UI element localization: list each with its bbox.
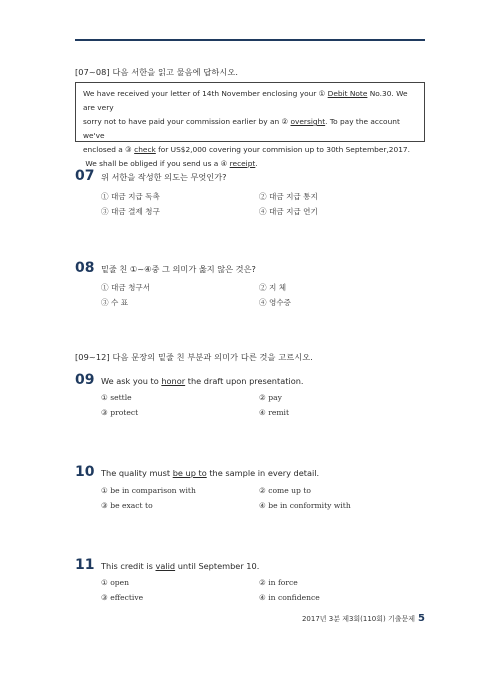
q10-option-2: ② come up to — [259, 486, 311, 495]
q09-option-2: ② pay — [259, 393, 282, 402]
q09-option-1: ① settle — [101, 393, 132, 402]
question-number-11: 11 — [75, 557, 95, 573]
footer-text: 2017년 3분 제3회(110회) 기출문제 — [301, 615, 416, 623]
q08-option-3: ③ 수 표 — [101, 298, 129, 307]
q11-option-1: ① open — [101, 578, 130, 587]
page-number: 5 — [418, 613, 425, 624]
question-number-10: 10 — [75, 464, 95, 480]
question-number-08: 08 — [75, 260, 95, 276]
q10-option-3: ③ be exact to — [101, 501, 153, 510]
section-header-07-08: [07~08] 다음 서한을 읽고 물음에 답하시오. — [75, 67, 239, 77]
page-footer — [302, 613, 425, 624]
q07-option-2: ② 대금 지급 통지 — [259, 192, 318, 201]
q11-option-4: ④ in confidence — [259, 593, 320, 602]
underline-oversight: oversight — [290, 117, 326, 126]
question-number-07: 07 — [75, 168, 95, 184]
q09-option-3: ③ protect — [101, 408, 139, 417]
q11-option-3: ③ effective — [101, 593, 144, 602]
underline-honor: honor — [161, 376, 186, 386]
underline-debit-note: Debit Note — [327, 89, 368, 98]
top-rule — [75, 39, 425, 41]
letter-box — [75, 82, 425, 168]
q08-option-2: ② 지 체 — [259, 283, 287, 292]
letter-line-2: sorry not to have paid your commission earlier by an ② oversight. To pay the account we've — [83, 117, 400, 140]
question-text-11: This credit is valid until September 10. — [101, 561, 260, 571]
question-number-09: 09 — [75, 372, 95, 388]
letter-line-1: We have received your letter of 14th November enclosing your ① Debit Note No.30. We are very — [83, 89, 408, 112]
underline-check: check — [134, 145, 156, 154]
q07-option-3: ③ 대금 결제 청구 — [101, 207, 160, 216]
q08-option-1: ① 대금 청구서 — [101, 283, 151, 292]
underline-valid: valid — [155, 561, 176, 571]
question-text-09: We ask you to honor the draft upon presentation. — [101, 376, 304, 386]
q10-option-4: ④ be in conformity with — [259, 501, 351, 510]
question-text-08: 밑줄 친 ①~④중 그 의미가 옳지 않은 것은? — [101, 264, 256, 274]
q11-option-2: ② in force — [259, 578, 298, 587]
section-header-09-12: [09~12] 다음 문장의 밑줄 친 부분과 의미가 다른 것을 고르시오. — [75, 352, 314, 362]
q10-option-1: ① be in comparison with — [101, 486, 196, 495]
q08-option-4: ④ 영수증 — [259, 298, 292, 307]
question-text-07: 위 서한을 작성한 의도는 무엇인가? — [101, 172, 227, 182]
letter-line-4: We shall be obliged if you send us a ④ receipt. — [85, 159, 258, 168]
q09-option-4: ④ remit — [259, 408, 290, 417]
q07-option-1: ① 대금 지급 독촉 — [101, 192, 160, 201]
q07-option-4: ④ 대금 지급 연기 — [259, 207, 318, 216]
underline-receipt: receipt — [229, 159, 256, 168]
underline-be-up-to: be up to — [172, 468, 207, 478]
question-text-10: The quality must be up to the sample in every detail. — [101, 468, 320, 478]
letter-line-3: enclosed a ③ check for US$2,000 covering your commision up to 30th September,2017. — [83, 145, 410, 154]
